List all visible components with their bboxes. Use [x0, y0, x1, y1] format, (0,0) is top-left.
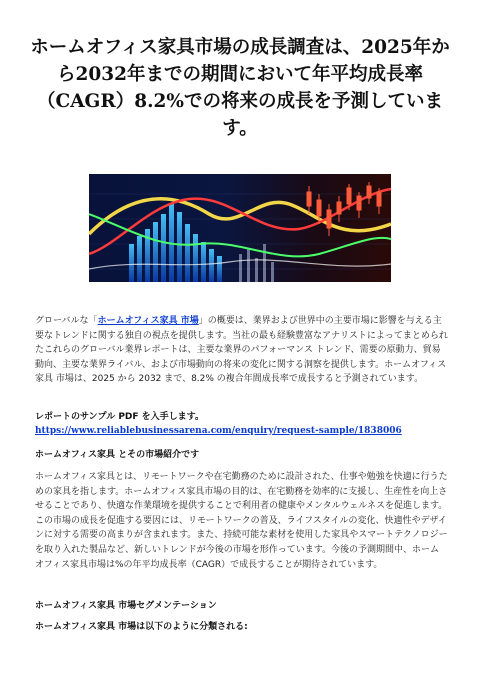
classification-heading: ホームオフィス家具 市場は以下のように分類される: — [35, 622, 248, 632]
intro-heading: ホームオフィス家具 とその市場紹介です — [35, 450, 200, 460]
document-title: ホームオフィス家具市場の成長調査は、2025年から2032年までの期間において年平均成長率（CAGR）8.2%での将来の成長を予測しています。 — [30, 37, 450, 139]
sample-url-link[interactable]: https://www.reliablebusinessarena.com/enquiry/request-sample/1838006 — [35, 426, 402, 436]
sample-label: レポートのサンプル PDF を入手します。 — [35, 412, 204, 422]
intro-suffix: 」の概要は、業界および世界中の主要市場に影響を与える主要なトレンドに関する独自の視点を提供します。当社の最も経験豊富なアナリストによってまとめられたこれらのグローバル業界レポートは、主要な業界のパフォーマンス トレンド、需要の原動力、貿易動向、主要な業界ライバル、および市場動向の将来の変化に関する洞察を提供します。ホームオフィス家具 市場は、2025 から 2032 まで、8.2% の複合年間成長率で成長すると予測されています。 — [35, 316, 448, 385]
intro-body: ホームオフィス家具とは、リモートワークや在宅勤務のために設計された、仕事や勉強を快適に行うための家具を指します。ホームオフィス家具市場の目的は、在宅勤務を効率的に支援し、生産性を向上させることであり、快適な作業環境を提供することで利用者の健康やメンタルウェルネスを促進します。この市場の成長を促進する要因には、リモートワークの普及、ライフスタイルの変化、快適性やデザインに対する需要の高まりが含まれます。また、持続可能な素材を使用した家具やスマートテクノロジーを取り入れた製品など、新しいトレンドが今後の市場を形作っています。今後の予測期間中、ホームオフィス家具市場は%の年平均成長率（CAGR）で成長することが期待されています。 — [35, 472, 448, 570]
segmentation-heading: ホームオフィス家具 市場セグメンテーション — [35, 601, 217, 611]
market-link[interactable]: ホームオフィス家具 市場 — [97, 316, 199, 326]
stock-chart-image — [89, 174, 391, 282]
sample-request — [35, 410, 448, 438]
intro-paragraph — [35, 314, 448, 387]
intro-prefix: グローバルな「 — [35, 316, 98, 326]
